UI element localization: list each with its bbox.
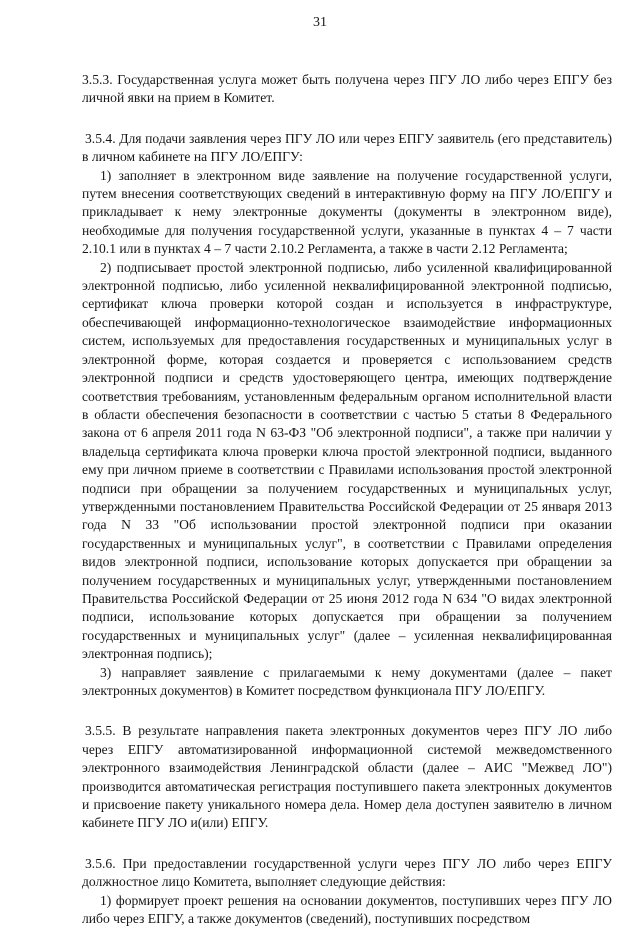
paragraph-3-5-4: 3.5.4. Для подачи заявления через ПГУ ЛО или через ЕПГУ заявитель (его представитель) в личном кабинете на ПГУ ЛО/ЕПГУ: [82,130,612,165]
list-item-1-action: 1) формирует проект решения на основании документов, поступивших через ПГУ ЛО либо через ЕПГУ, а также документов (сведений), поступивших посредством [82,892,612,927]
list-item-2: 2) подписывает простой электронной подписью, либо усиленной квалифицированной электронной подписью, либо усиленной неквалифицированной электронной подписью, сертификат ключа проверки которой создан и используется в инфраструктуре, обеспечивающей информационно-технологическое взаимодействие информационных систем, используемых для предоставления государственных и муниципальных услуг в электронной форме, которая создается и проверяется с использованием средств электронной подписи и средств удостоверяющего центра, имеющих подтверждение соответствия требованиям, установленным федеральным органом исполнительной власти в области обеспечения безопасности в соответствии с частью 5 статьи 8 Федерального закона от 6 апреля 2011 года N 63-ФЗ "Об электронной подписи", а также при наличии у владельца сертификата ключа проверки ключа простой электронной подписи, выданного ему при личном приеме в соответствии с Правилами использования простой электронной подписи при обращении за получением государственных и муниципальных услуг, утвержденными постановлением Правительства Российской Федерации от 25 января 2013 года N 33 "Об использовании простой электронной подписи при оказании государственных и муниципальных услуг", в соответствии с Правилами определения видов электронной подписи, использование которых допускается при обращении за получением государственных и муниципальных услуг, утвержденными постановлением Правительства Российской Федерации от 25 июня 2012 года N 634 "О видах электронной подписи, использование которых допускается при обращении за получением государственных и муниципальных услуг" (далее – усиленная неквалифицированная электронная подпись); [82,259,612,662]
paragraph-3-5-3: 3.5.3. Государственная услуга может быть получена через ПГУ ЛО либо через ЕПГУ без личной явки на прием в Комитет. [82,72,612,106]
list-item-3: 3) направляет заявление с прилагаемыми к нему документами (далее – пакет электронных документов) в Комитет посредством функционала ПГУ ЛО/ЕПГУ. [82,664,612,698]
page-number: 31 [313,15,327,30]
document-body [82,71,612,928]
paragraph-3-5-5: 3.5.5. В результате направления пакета электронных документов через ПГУ ЛО либо через ЕПГУ автоматизированной информационной системой межведомственного электронного взаимодействия Ленинградской области (далее – АИС "Межвед ЛО") производится автоматическая регистрация поступившего пакета электронных документов и присвоение пакету уникального номера дела. Номер дела доступен заявителю в личном кабинете ПГУ ЛО и(или) ЕПГУ. [82,723,612,831]
paragraph-3-5-6: 3.5.6. При предоставлении государственной услуги через ПГУ ЛО либо через ЕПГУ должностное лицо Комитета, выполняет следующие действия: [82,855,612,890]
list-item-1: 1) заполняет в электронном виде заявление на получение государственной услуги, путем внесения соответствующих сведений в интерактивную форму на ПГУ ЛО/ЕПГУ и прикладывает к нему электронные документы (документы в электронном виде), необходимые для получения государственной услуги, указанные в пунктах 4 – 7 части 2.10.1 или в пунктах 4 – 7 части 2.10.2 Регламента, а также в части 2.12 Регламента; [82,167,612,257]
